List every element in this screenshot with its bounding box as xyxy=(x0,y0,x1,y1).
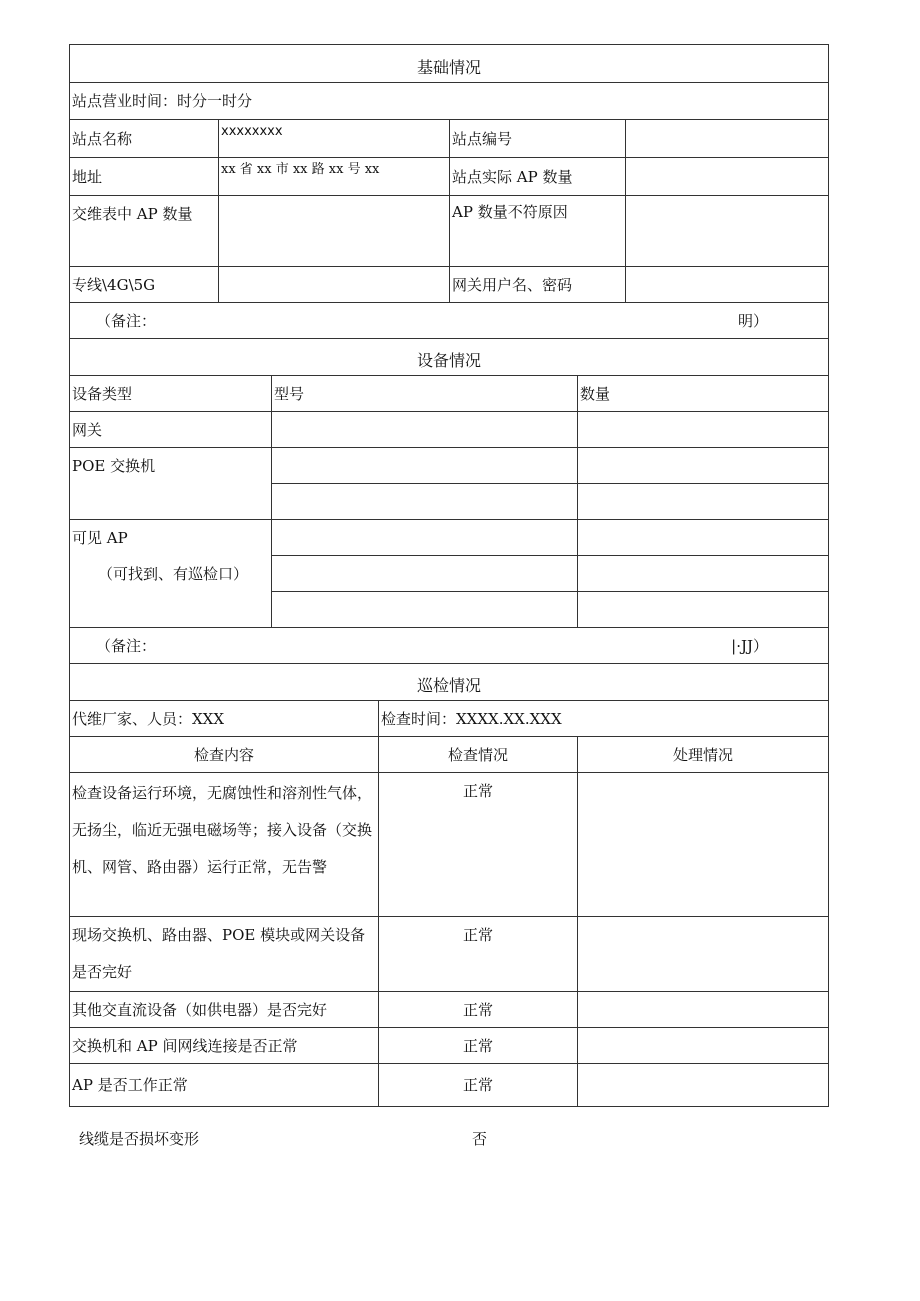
actual-ap-count-value xyxy=(626,158,829,196)
inspection-row-content: 现场交换机、路由器、POE 模块或网关设备是否完好 xyxy=(70,917,379,992)
equipment-header-quantity: 数量 xyxy=(578,376,829,412)
table-row xyxy=(70,773,829,917)
poe-quantity-cell-2 xyxy=(578,484,829,520)
table-row xyxy=(70,1064,829,1107)
ap-quantity-cell-1 xyxy=(578,520,829,556)
visible-ap-line2: （可找到、有巡检口） xyxy=(98,565,249,583)
inspection-row-status: 正常 xyxy=(379,1028,578,1064)
inspection-row-content: 交换机和 AP 间网线连接是否正常 xyxy=(70,1028,379,1064)
inspection-row-content: 检查设备运行环境，无腐蚀性和溶剂性气体，无扬尘，临近无强电磁场等；接入设备（交换机、网管、路由器）运行正常，无告警 xyxy=(70,773,379,917)
gateway-model-cell xyxy=(272,412,578,448)
line-type-label: 专线\4G\5G xyxy=(70,267,219,303)
inspection-header-handling: 处理情况 xyxy=(578,737,829,773)
ap-quantity-cell-3 xyxy=(578,592,829,628)
ap-quantity-cell-2 xyxy=(578,556,829,592)
inspection-form xyxy=(69,44,828,1107)
inspection-row-status: 正常 xyxy=(379,917,578,992)
inspection-row-status: 正常 xyxy=(379,773,578,917)
inspection-time: 检查时间：XXXX.XX.XXX xyxy=(379,701,829,737)
poe-model-cell-2 xyxy=(272,484,578,520)
inspection-header-content: 检查内容 xyxy=(70,737,379,773)
ap-mismatch-reason-value xyxy=(626,196,829,267)
equipment-remark-left: （备注： xyxy=(96,637,157,655)
basic-remark-left: （备注： xyxy=(96,312,157,330)
basic-remark xyxy=(70,303,829,339)
ap-model-cell-1 xyxy=(272,520,578,556)
visible-ap-line1: 可见 AP xyxy=(72,529,128,547)
table-row xyxy=(70,992,829,1028)
inspection-row-handling xyxy=(578,992,829,1028)
equipment-remark-right: |·JJ） xyxy=(731,637,769,655)
table-row xyxy=(70,1028,829,1064)
table-ap-count-label: 交维表中 AP 数量 xyxy=(70,196,219,267)
basic-remark-right: 明） xyxy=(738,312,769,330)
equipment-table xyxy=(69,338,829,664)
station-name-label: 站点名称 xyxy=(70,120,219,158)
basic-info-table xyxy=(69,44,829,339)
inspection-header-status: 检查情况 xyxy=(379,737,578,773)
station-name-value: xxxxxxxx xyxy=(219,120,450,158)
section-title-basic: 基础情况 xyxy=(70,45,829,83)
vendor-personnel: 代维厂家、人员：XXX xyxy=(70,701,379,737)
ap-model-cell-2 xyxy=(272,556,578,592)
gateway-credentials-value xyxy=(626,267,829,303)
gateway-credentials-label: 网关用户名、密码 xyxy=(450,267,626,303)
equipment-remark xyxy=(70,628,829,664)
inspection-row-content: 其他交直流设备（如供电器）是否完好 xyxy=(70,992,379,1028)
equipment-visible-ap xyxy=(70,520,272,628)
equipment-header-type: 设备类型 xyxy=(70,376,272,412)
equipment-poe-switch: POE 交换机 xyxy=(70,448,272,520)
section-title-inspection: 巡检情况 xyxy=(70,664,829,701)
ap-mismatch-reason-label: AP 数量不符原因 xyxy=(450,196,626,267)
line-type-value xyxy=(219,267,450,303)
trailing-status: 否 xyxy=(472,1130,488,1148)
trailing-content: 线缆是否损坏变形 xyxy=(79,1130,200,1148)
business-hours: 站点营业时间：时分一时分 xyxy=(70,83,829,120)
inspection-row-handling xyxy=(578,1064,829,1107)
inspection-row-content: AP 是否工作正常 xyxy=(70,1064,379,1107)
inspection-row-status: 正常 xyxy=(379,992,578,1028)
inspection-row-handling xyxy=(578,1028,829,1064)
inspection-row-status: 正常 xyxy=(379,1064,578,1107)
address-value: xx 省 xx 市 xx 路 xx 号 xx xyxy=(219,158,450,196)
poe-quantity-cell-1 xyxy=(578,448,829,484)
actual-ap-count-label: 站点实际 AP 数量 xyxy=(450,158,626,196)
address-label: 地址 xyxy=(70,158,219,196)
station-code-value xyxy=(626,120,829,158)
gateway-quantity-cell xyxy=(578,412,829,448)
table-ap-count-value xyxy=(219,196,450,267)
poe-model-cell-1 xyxy=(272,448,578,484)
inspection-row-handling xyxy=(578,917,829,992)
inspection-table xyxy=(69,663,829,1107)
inspection-row-handling xyxy=(578,773,829,917)
ap-model-cell-3 xyxy=(272,592,578,628)
table-row xyxy=(70,917,829,992)
station-code-label: 站点编号 xyxy=(450,120,626,158)
equipment-header-model: 型号 xyxy=(272,376,578,412)
section-title-equipment: 设备情况 xyxy=(70,339,829,376)
equipment-gateway: 网关 xyxy=(70,412,272,448)
